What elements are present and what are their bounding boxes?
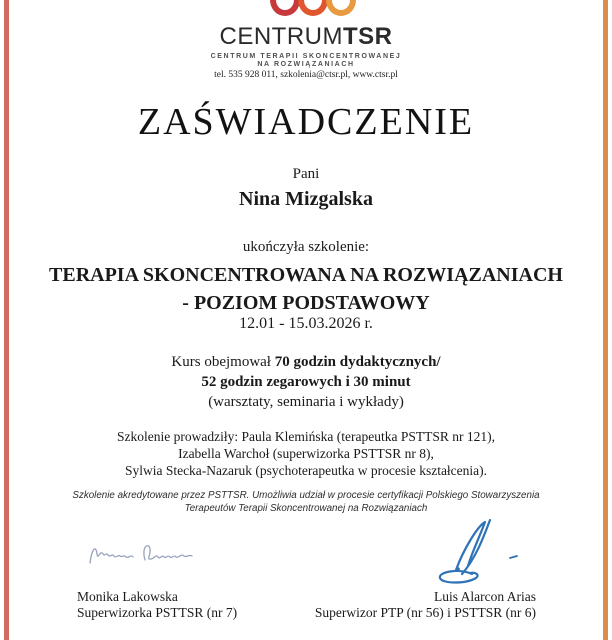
course-title xyxy=(0,261,612,317)
contact-line: tel. 535 928 011, szkolenia@ctsr.pl, www.ctsr.pl xyxy=(214,70,398,80)
course-hours-didactic: 70 godzin dydaktycznych/ xyxy=(274,354,441,370)
course-date: 12.01 - 15.03.2026 r. xyxy=(239,315,373,332)
course-hours xyxy=(0,352,612,412)
accreditation-line1: Szkolenie akredytowane przez PSTTSR. Umożliwia udział w procesie certyfikacji Polskiego Stowarzyszenia xyxy=(72,490,540,501)
accreditation-line2: Terapeutów Terapii Skoncentrowanej na Rozwiązaniach xyxy=(184,502,428,514)
logo-rings-icon xyxy=(270,0,356,16)
signatory-left-name: Monika Lakowska xyxy=(77,589,178,604)
brand-tagline-line1: CENTRUM TERAPII SKONCENTROWANEJ xyxy=(210,53,402,60)
logo-ring-icon xyxy=(326,0,356,16)
brand-tagline-line2: NA ROZWIĄZANIACH xyxy=(257,60,355,68)
trainers-line1: Szkolenie prowadziły: Paula Klemińska (terapeutka PSTTSR nr 121), xyxy=(117,429,495,444)
brand-name xyxy=(0,23,612,51)
signatory-left-block xyxy=(77,589,237,620)
course-hours-prefix: Kurs obejmował xyxy=(171,354,275,370)
certificate-title: ZAŚWIADCZENIE xyxy=(137,101,475,143)
trainers-line3: Sylwia Stecka-Nazaruk (psychoterapeutka w procesie kształcenia). xyxy=(124,463,488,478)
brand-tagline xyxy=(0,53,612,68)
signatory-right-block xyxy=(315,589,536,620)
signatory-left-title: Superwizorka PSTTSR (nr 7) xyxy=(77,604,238,620)
course-hours-note: (warsztaty, seminaria i wykłady) xyxy=(208,394,404,410)
trainers-line2: Izabella Warchoł (superwizorka PSTTSR nr 8), xyxy=(178,446,434,461)
course-hours-line1 xyxy=(0,352,612,372)
completion-label: ukończyła szkolenie: xyxy=(242,239,370,255)
recipient-name: Nina Mizgalska xyxy=(239,188,373,210)
course-hours-clock: 52 godzin zegarowych i 30 minut xyxy=(201,374,411,390)
signature-left-handwriting xyxy=(85,536,197,581)
signatory-right-title: Superwizor PTP (nr 56) i PSTTSR (nr 6) xyxy=(314,604,536,620)
signature-right-handwriting xyxy=(428,518,523,593)
course-title-line2: - POZIOM PODSTAWOWY xyxy=(182,292,430,314)
salutation: Pani xyxy=(292,166,320,182)
brand-name-bold: TSR xyxy=(343,23,393,50)
trainers xyxy=(0,428,612,479)
accreditation-note xyxy=(0,490,612,515)
brand-name-regular: CENTRUM xyxy=(219,23,343,50)
logo-ring-icon xyxy=(298,0,328,16)
logo-ring-icon xyxy=(270,0,300,16)
course-title-line1: TERAPIA SKONCENTROWANA NA ROZWIĄZANIACH xyxy=(49,264,563,286)
signatory-right-name: Luis Alarcon Arias xyxy=(434,589,536,604)
